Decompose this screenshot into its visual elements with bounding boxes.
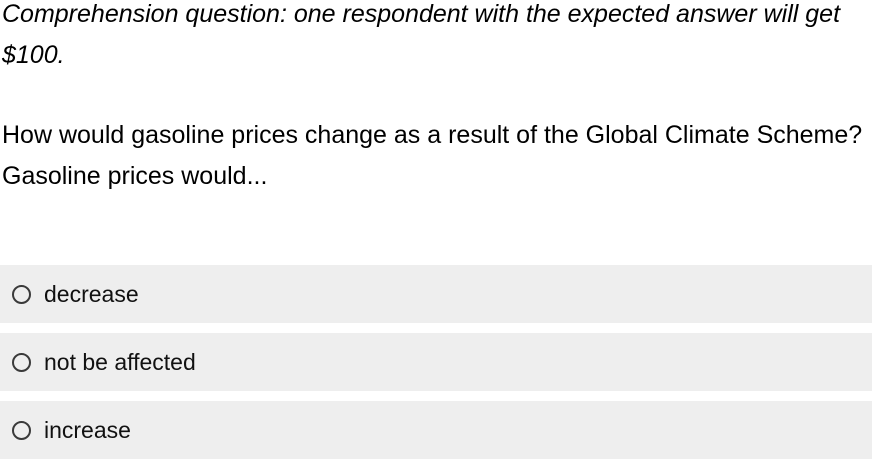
radio-button-icon[interactable] [12, 353, 31, 372]
choice-not-affected[interactable] [0, 333, 872, 391]
choice-label: increase [44, 416, 131, 443]
choice-label: not be affected [44, 348, 196, 375]
answer-choices [0, 265, 872, 469]
comprehension-note: Comprehension question: one respondent with the expected answer will get $100. [2, 0, 841, 69]
question-block [2, 115, 874, 197]
choice-decrease[interactable] [0, 265, 872, 323]
radio-button-icon[interactable] [12, 285, 31, 304]
radio-button-icon[interactable] [12, 421, 31, 440]
question-stem: Gasoline prices would... [2, 162, 268, 190]
question-prompt: How would gasoline prices change as a result of the Global Climate Scheme? [2, 121, 863, 149]
choice-increase[interactable] [0, 401, 872, 459]
choice-label: decrease [44, 280, 139, 307]
